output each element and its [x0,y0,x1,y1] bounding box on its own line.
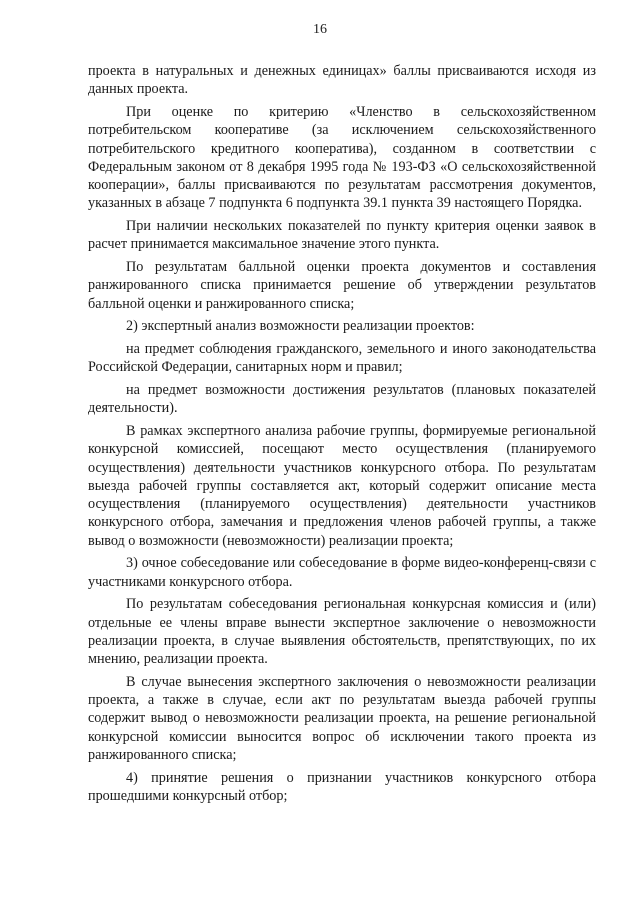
paragraph-6: на предмет соблюдения гражданского, земельного и иного законодательства Российской Федерации, санитарных норм и правил; [88,341,596,376]
document-body [88,62,596,810]
paragraph-11: В случае вынесения экспертного заключения о невозможности реализации проекта, а также в случае, если акт по результатам выезда рабочей группы содержит вывод о невозможности реализации проекта, на решение региональной конкурсной комиссии выносится вопрос об исключении такого проекта из ранжированного списка; [88,673,596,763]
paragraph-7: на предмет возможности достижения результатов (плановых показателей деятельности). [88,382,596,417]
paragraph-12: 4) принятие решения о признании участников конкурсного отбора прошедшими конкурсный отбор; [88,769,596,804]
paragraph-4: По результатам балльной оценки проекта документов и составления ранжированного списка принимается решение об утверждении результатов балльной оценки и ранжированного списка; [88,259,596,312]
paragraph-10: По результатам собеседования региональная конкурсная комиссия и (или) отдельные ее члены вправе вынести экспертное заключение о невозможности реализации проекта, в случае выявления обстоятельств, препятствующих, по их мнению, реализации проекта. [88,596,596,667]
paragraph-2: При оценке по критерию «Членство в сельскохозяйственном потребительском кооперативе (за исключением сельскохозяйственного потребительского кредитного кооператива), созданном в соответствии с Федеральным законом от 8 декабря 1995 года № 193-ФЗ «О сельскохозяйственной кооперации», баллы присваиваются по результатам рассмотрения документов, указанных в абзаце 7 подпункта 6 подпункта 39.1 пункта 39 настоящего Порядка. [88,104,596,212]
paragraph-3: При наличии нескольких показателей по пункту критерия оценки заявок в расчет принимается максимальное значение этого пункта. [88,218,596,253]
paragraph-5: 2) экспертный анализ возможности реализации проектов: [126,318,475,335]
page-number: 16 [313,22,327,37]
paragraph-9: 3) очное собеседование или собеседование в форме видео-конференц-связи с участниками конкурсного отбора. [88,555,596,590]
paragraph-8: В рамках экспертного анализа рабочие группы, формируемые региональной конкурсной комиссией, посещают место осуществления (планируемого осуществления) деятельности участников конкурсного отбора. По результатам выезда рабочей группы составляется акт, который содержит описание места осуществления (планируемого осуществления) деятельности участников конкурсного отбора, замечания и предложения членов рабочей группы, а также вывод о возможности (невозможности) реализации проекта; [88,423,596,549]
paragraph-1: проекта в натуральных и денежных единицах» баллы присваиваются исходя из данных проекта. [88,63,596,98]
